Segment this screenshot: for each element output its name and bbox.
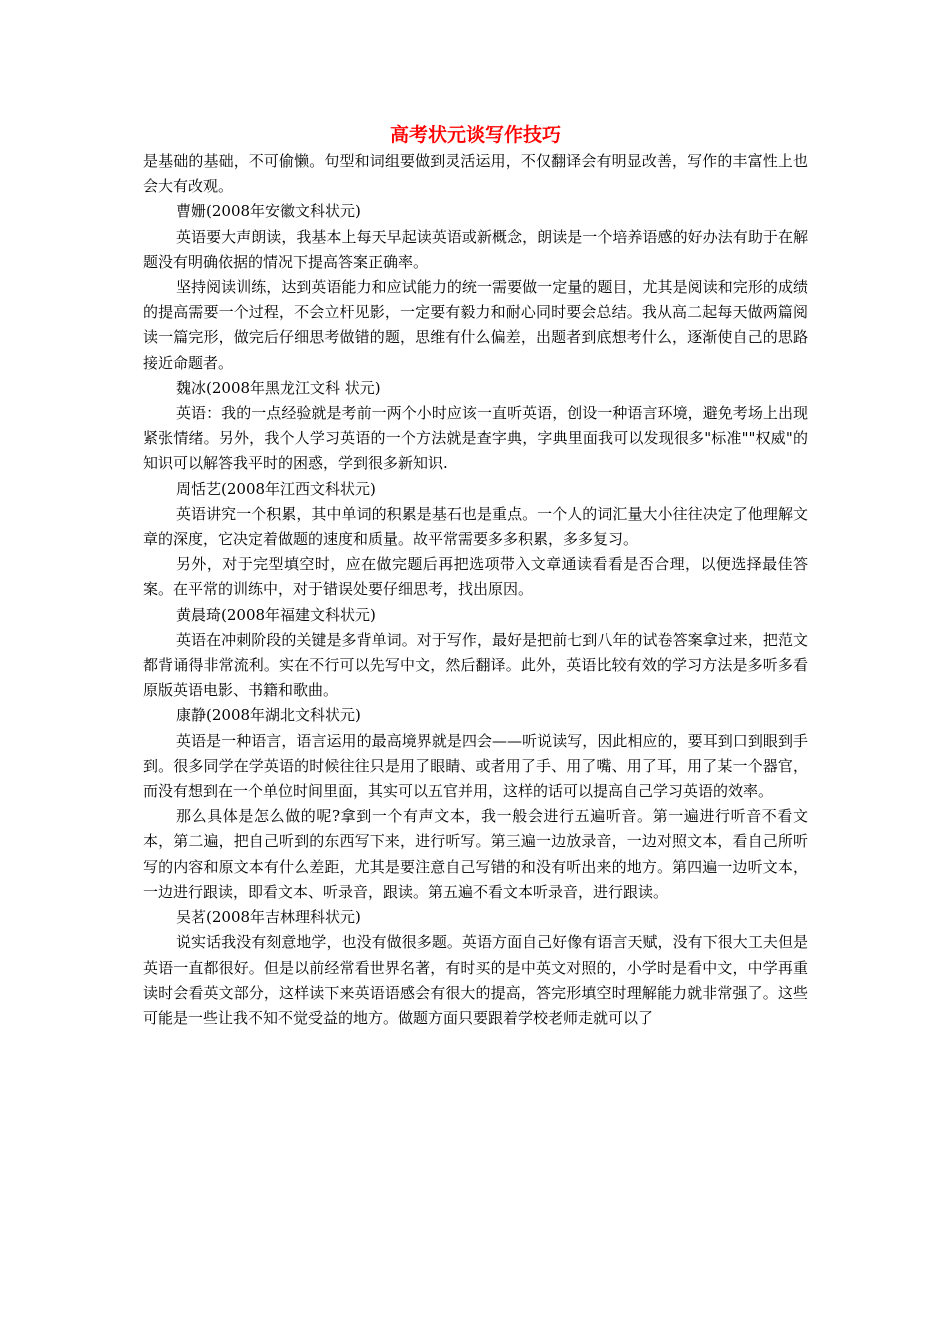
document-page	[143, 121, 808, 1031]
paragraph: 另外，对于完型填空时，应在做完题后再把选项带入文章通读看看是否合理，以便选择最佳答案。在平常的训练中，对于错误处要仔细思考，找出原因。	[143, 555, 808, 599]
paragraph: 英语是一种语言，语言运用的最高境界就是四会——听说读写，因此相应的，要耳到口到眼到手到。很多同学在学英语的时候往往只是用了眼睛、或者用了手、用了嘴、用了耳，用了某一个器官，而没有想到在一个单位时间里面，其实可以五官并用，这样的话可以提高自己学习英语的效率。	[143, 731, 808, 801]
author-byline: 康静(2008年湖北文科状元)	[176, 706, 361, 725]
author-byline: 曹姗(2008年安徽文科状元)	[176, 202, 361, 221]
paragraph: 说实话我没有刻意地学，也没有做很多题。英语方面自己好像有语言天赋，没有下很大工夫但是英语一直都很好。但是以前经常看世界名著，有时买的是中英文对照的，小学时是看中文，中学再重读时会看英文部分，这样读下来英语语感会有很大的提高，答完形填空时理解能力就非常强了。这些可能是一些让我不知不觉受益的地方。做题方面只要跟着学校老师走就可以了	[143, 933, 808, 1027]
author-byline: 周恬艺(2008年江西文科状元)	[176, 479, 376, 498]
author-byline: 吴茗(2008年吉林理科状元)	[176, 908, 361, 927]
paragraph: 是基础的基础，不可偷懒。句型和词组要做到灵活运用，不仅翻译会有明显改善，写作的丰富性上也会大有改观。	[143, 152, 808, 196]
author-byline: 魏冰(2008年黑龙江文科 状元)	[176, 378, 381, 397]
paragraph: 英语要大声朗读，我基本上每天早起读英语或新概念，朗读是一个培养语感的好办法有助于在解题没有明确依据的情况下提高答案正确率。	[143, 227, 808, 271]
document-title: 高考状元谈写作技巧	[389, 124, 561, 146]
author-byline: 黄晨琦(2008年福建文科状元)	[176, 605, 376, 624]
paragraph: 那么具体是怎么做的呢?拿到一个有声文本，我一般会进行五遍听音。第一遍进行听音不看文本，第二遍，把自己听到的东西写下来，进行听写。第三遍一边放录音，一边对照文本，看自己所听写的内容和原文本有什么差距，尤其是要注意自己写错的和没有听出来的地方。第四遍一边听文本，一边进行跟读，即看文本、听录音，跟读。第五遍不看文本听录音，进行跟读。	[143, 807, 808, 901]
paragraph: 英语讲究一个积累，其中单词的积累是基石也是重点。一个人的词汇量大小往往决定了他理解文章的深度，它决定着做题的速度和质量。故平常需要多多积累，多多复习。	[143, 504, 808, 549]
paragraph: 英语：我的一点经验就是考前一两个小时应该一直听英语，创设一种语言环境，避免考场上出现紧张情绪。另外，我个人学习英语的一个方法就是查字典，字典里面我可以发现很多"标准""权威"的知识可以解答我平时的困惑，学到很多新知识.	[143, 404, 808, 473]
paragraph: 坚持阅读训练，达到英语能力和应试能力的统一需要做一定量的题目，尤其是阅读和完形的成绩的提高需要一个过程，不会立杆见影，一定要有毅力和耐心同时要会总结。我从高二起每天做两篇阅读一篇完形，做完后仔细思考做错的题，思维有什么偏差，出题者到底想考什么，逐渐使自己的思路接近命题者。	[143, 278, 808, 372]
paragraph: 英语在冲刺阶段的关键是多背单词。对于写作，最好是把前七到八年的试卷答案拿过来，把范文都背诵得非常流利。实在不行可以先写中文，然后翻译。此外，英语比较有效的学习方法是多听多看原版英语电影、书籍和歌曲。	[143, 630, 808, 700]
